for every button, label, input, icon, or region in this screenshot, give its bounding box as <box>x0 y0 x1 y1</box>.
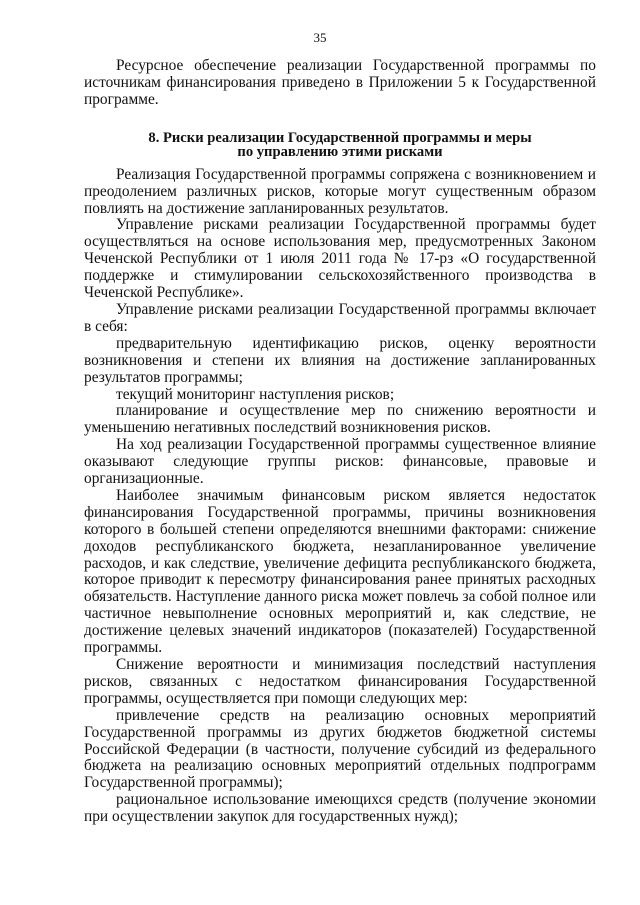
intro-paragraph: Ресурсное обеспечение реализации Государственной программы по источникам финансирования приведено в Приложении 5 к Государственной программе. <box>84 57 596 108</box>
section-heading-line-1: 8. Риски реализации Государственной программы и меры <box>148 129 532 146</box>
list-item-attract-funds: привлечение средств на реализацию основных мероприятий Государственной программы из других бюджетов бюджетной системы Российской Федерации (в частности, получение субсидий из федерального бюджета на реализацию основных мероприятий отдельных подпрограмм Государственной программы); <box>84 706 596 792</box>
paragraph-risks-intro: Реализация Государственной программы сопряжена с возникновением и преодолением различных рисков, которые могут существенным образом повлиять на достижение запланированных результатов. <box>84 165 596 217</box>
document-body <box>84 58 596 826</box>
paragraph-risk-management-basis: Управление рисками реализации Государственной программы будет осуществляться на основе использования мер, предусмотренных Законом Чеченской Республики от 1 июля 2011 года № 17-рз «О государственной поддержке и стимулировании сельскохозяйственного производства в Чеченской Республике». <box>84 216 596 302</box>
list-item-monitoring: текущий мониторинг наступления рисков; <box>116 385 395 403</box>
page-number: 35 <box>313 30 327 45</box>
section-heading <box>84 131 596 159</box>
paragraph-risk-management-includes: Управление рисками реализации Государственной программы включает в себя: <box>84 300 596 335</box>
list-item-identification: предварительную идентификацию рисков, оценку вероятности возникновения и степени их влияния на достижение запланированных результатов программы; <box>84 334 596 386</box>
paragraph-risk-groups: На ход реализации Государственной программы существенное влияние оказывают следующие группы рисков: финансовые, правовые и организационные. <box>84 436 596 488</box>
paragraph-mitigation-measures: Снижение вероятности и минимизация последствий наступления рисков, связанных с недостатком финансирования Государственной программы, осуществляется при помощи следующих мер: <box>84 656 596 707</box>
section-heading-line-2: по управлению этими рисками <box>237 143 443 160</box>
list-item-planning: планирование и осуществление мер по снижению вероятности и уменьшению негативных последствий возникновения рисков. <box>84 402 596 437</box>
paragraph-financial-risk: Наиболее значимым финансовым риском является недостаток финансирования Государственной программы, причины возникновения которого в большей степени определяются внешними факторами: снижение доходов республиканского бюджета, незапланированное увеличение расходов, и как следствие, увеличение дефицита республиканского бюджета, которое приводит к пересмотру финансирования ранее принятых расходных обязательств. Наступление данного риска может повлечь за собой полное или частичное невыполнение основных мероприятий и, как следствие, не достижение целевых значений индикаторов (показателей) Государственной программы. <box>84 486 596 657</box>
list-item-rational-use: рациональное использование имеющихся средств (получение экономии при осуществлении закупок для государственных нужд); <box>84 791 596 826</box>
